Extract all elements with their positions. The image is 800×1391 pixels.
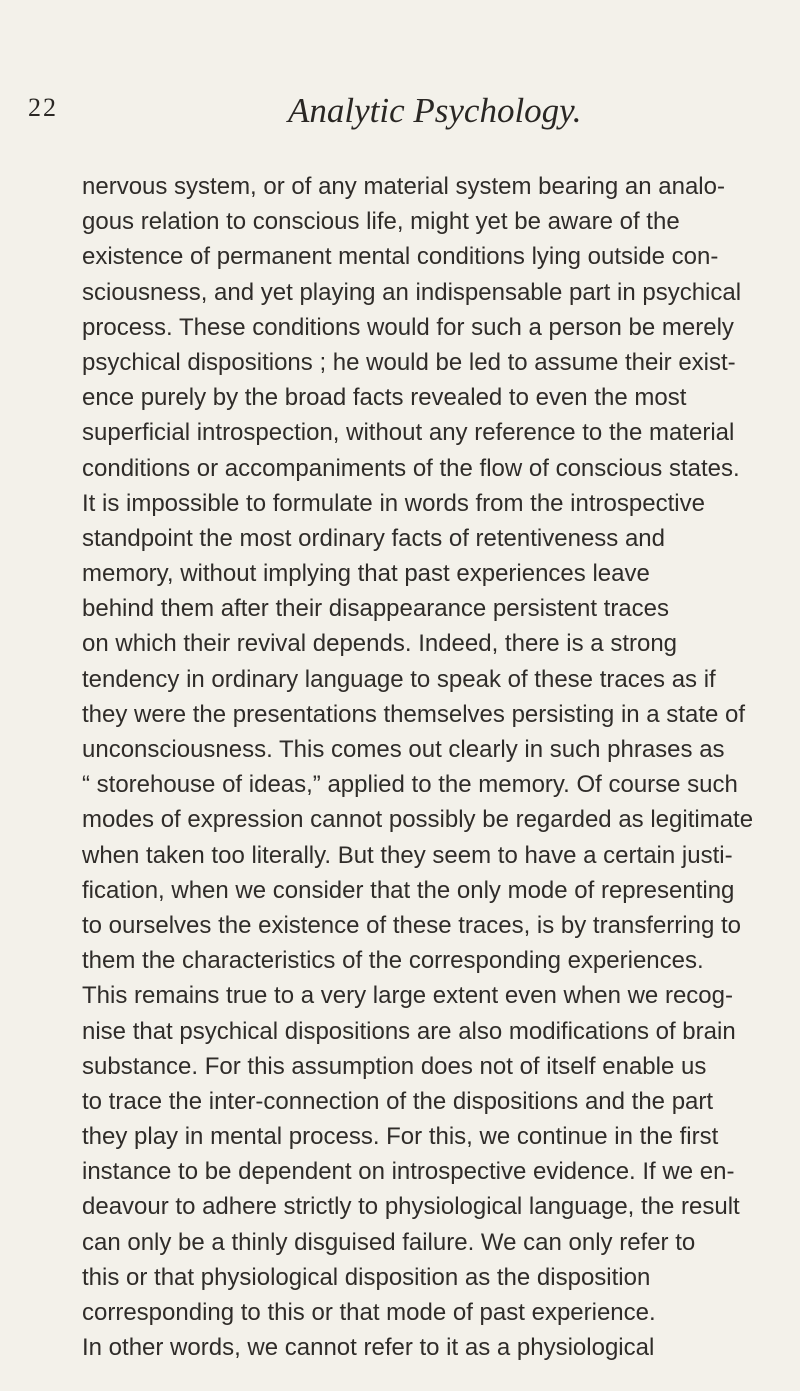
text-line: on which their revival depends. Indeed, there is a strong (82, 630, 678, 658)
text-line: In other words, we cannot refer to it as a physiological (82, 1334, 655, 1362)
text-line: It is impossible to formulate in words from the introspective (82, 489, 705, 517)
text-line: to ourselves the existence of these traces, is by transferring to (82, 911, 741, 939)
text-line: fication, when we consider that the only mode of representing (82, 876, 735, 904)
text-line: when taken too literally. But they seem to have a certain justi- (82, 841, 733, 869)
running-title: Analytic Psychology. (288, 91, 582, 130)
text-line: deavour to adhere strictly to physiological language, the result (82, 1193, 740, 1221)
text-line: psychical dispositions ; he would be led to assume their exist- (82, 348, 736, 376)
text-line: conditions or accompaniments of the flow of conscious states. (82, 454, 740, 482)
text-line: instance to be dependent on introspective evidence. If we en- (82, 1158, 735, 1186)
text-line: nervous system, or of any material system bearing an analo- (82, 173, 725, 200)
text-line: tendency in ordinary language to speak of these traces as if (82, 665, 716, 693)
text-line: this or that physiological disposition as the disposition (82, 1263, 651, 1291)
running-head (0, 93, 800, 143)
text-line: to trace the inter-connection of the dispositions and the part (82, 1087, 714, 1115)
text-line: they play in mental process. For this, we continue in the first (82, 1123, 719, 1151)
text-line: “ storehouse of ideas,” applied to the memory. Of course such (82, 771, 738, 799)
text-line: process. These conditions would for such a person be merely (82, 313, 734, 341)
text-line: This remains true to a very large extent even when we recog- (82, 982, 733, 1010)
text-line: them the characteristics of the corresponding experiences. (82, 947, 704, 975)
text-line: ence purely by the broad facts revealed to even the most (82, 384, 687, 412)
text-line: behind them after their disappearance persistent traces (82, 595, 670, 623)
text-line: unconsciousness. This comes out clearly in such phrases as (82, 736, 725, 763)
text-line: superficial introspection, without any reference to the material (82, 419, 735, 447)
text-line: can only be a thinly disguised failure. We can only refer to (82, 1228, 696, 1256)
page-number: 22 (28, 93, 58, 122)
text-line: nise that psychical dispositions are also modifications of brain (82, 1017, 736, 1045)
text-line: substance. For this assumption does not of itself enable us (82, 1052, 707, 1080)
text-line: memory, without implying that past experiences leave (82, 560, 650, 588)
text-line: standpoint the most ordinary facts of retentiveness and (82, 524, 665, 552)
body-text (82, 169, 800, 1365)
text-line: sciousness, and yet playing an indispensable part in psychical (82, 278, 742, 306)
text-line: they were the presentations themselves persisting in a state of (82, 700, 746, 728)
text-line: corresponding to this or that mode of past experience. (82, 1299, 656, 1326)
text-line: existence of permanent mental conditions lying outside con- (82, 243, 719, 271)
text-line: modes of expression cannot possibly be regarded as legitimate (82, 806, 754, 834)
text-line: gous relation to conscious life, might yet be aware of the (82, 208, 680, 236)
